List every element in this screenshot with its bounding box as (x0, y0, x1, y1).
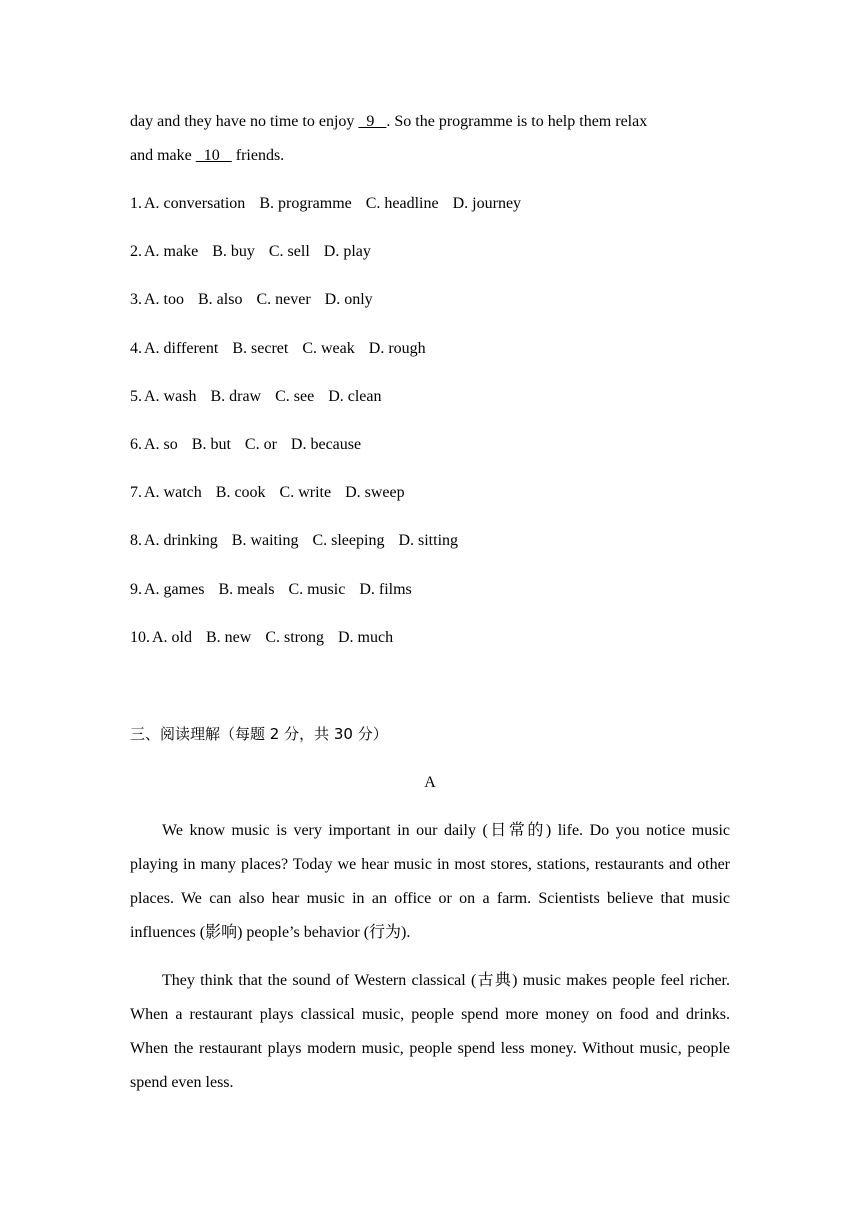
option-a: A. too (144, 291, 184, 309)
option-b: B. buy (212, 243, 255, 261)
option-b: B. but (191, 436, 231, 453)
question-8 (130, 527, 730, 555)
option-a: A. old (152, 628, 192, 646)
question-number: 2. (130, 243, 142, 261)
option-a: A. make (144, 243, 199, 261)
question-number: 8. (130, 532, 142, 550)
option-b: B. also (198, 291, 243, 309)
question-1 (130, 190, 730, 218)
cloze-text: and make (130, 147, 196, 164)
question-number: 5. (130, 387, 142, 405)
option-a: A. games (144, 580, 205, 598)
option-b: B. waiting (231, 532, 299, 550)
option-d: D. clean (328, 387, 382, 405)
question-number: 4. (130, 339, 142, 357)
question-4 (130, 335, 730, 363)
question-number: 3. (130, 291, 142, 309)
option-c: C. sell (268, 243, 310, 261)
option-c: C. see (275, 387, 315, 405)
option-b: B. programme (259, 195, 352, 212)
blank-10: 10 (195, 147, 232, 164)
option-b: B. new (206, 628, 252, 646)
option-c: C. or (244, 436, 277, 453)
option-a: A. different (144, 339, 219, 357)
question-6 (130, 431, 730, 459)
question-10 (130, 624, 730, 652)
option-b: B. meals (218, 580, 275, 598)
cloze-text-line-1 (130, 108, 730, 136)
option-b: B. cook (215, 484, 266, 502)
option-c: C. strong (265, 628, 324, 646)
option-d: D. rough (368, 339, 426, 357)
option-b: B. draw (210, 387, 262, 405)
cloze-text: . So the programme is to help them relax (386, 113, 648, 130)
cloze-text: friends. (231, 147, 285, 164)
option-c: C. weak (302, 339, 355, 357)
paragraph-2: They think that the sound of Western classical (古典) music makes people feel richer. When a restaurant plays classical music, people spend more money on food and drinks. When the restaurant plays modern music, people spend less money. Without music, people spend even less. (130, 972, 730, 1091)
option-c: C. music (288, 580, 346, 598)
blank-9: 9 (358, 113, 387, 130)
option-d: D. journey (452, 195, 522, 212)
question-number: 1. (130, 195, 142, 212)
option-c: C. write (279, 484, 332, 502)
option-c: C. never (256, 291, 311, 309)
section-heading: 三、阅读理解（每题 2 分，共 30 分） (130, 725, 388, 743)
option-d: D. because (290, 436, 362, 453)
option-c: C. headline (365, 195, 439, 212)
cloze-text: day and they have no time to enjoy (130, 113, 359, 130)
passage-label: A (424, 774, 436, 791)
option-a: A. wash (144, 387, 197, 405)
question-5 (130, 383, 730, 411)
paragraph-1: We know music is very important in our daily (日常的) life. Do you notice music playing in many places? Today we hear music in most stores, stations, restaurants and other places. We can also hear music in an office or on a farm. Scientists believe that music influences (影响) people’s behavior (行为). (130, 822, 730, 941)
option-d: D. only (324, 291, 373, 309)
option-d: D. sitting (398, 532, 459, 550)
question-number: 6. (130, 436, 142, 453)
question-7 (130, 479, 730, 507)
option-d: D. sweep (345, 484, 405, 502)
option-b: B. secret (232, 339, 289, 357)
question-number: 9. (130, 580, 142, 598)
question-number: 10. (130, 628, 150, 646)
option-a: A. so (144, 436, 178, 453)
option-a: A. conversation (144, 195, 246, 212)
cloze-text-line-2 (130, 142, 730, 170)
option-a: A. drinking (144, 532, 218, 550)
question-3 (130, 286, 730, 314)
option-a: A. watch (144, 484, 202, 502)
question-9 (130, 576, 730, 604)
option-c: C. sleeping (312, 532, 385, 550)
option-d: D. much (338, 628, 394, 646)
option-d: D. play (323, 243, 371, 261)
option-d: D. films (359, 580, 412, 598)
question-2 (130, 238, 730, 266)
question-number: 7. (130, 484, 142, 502)
